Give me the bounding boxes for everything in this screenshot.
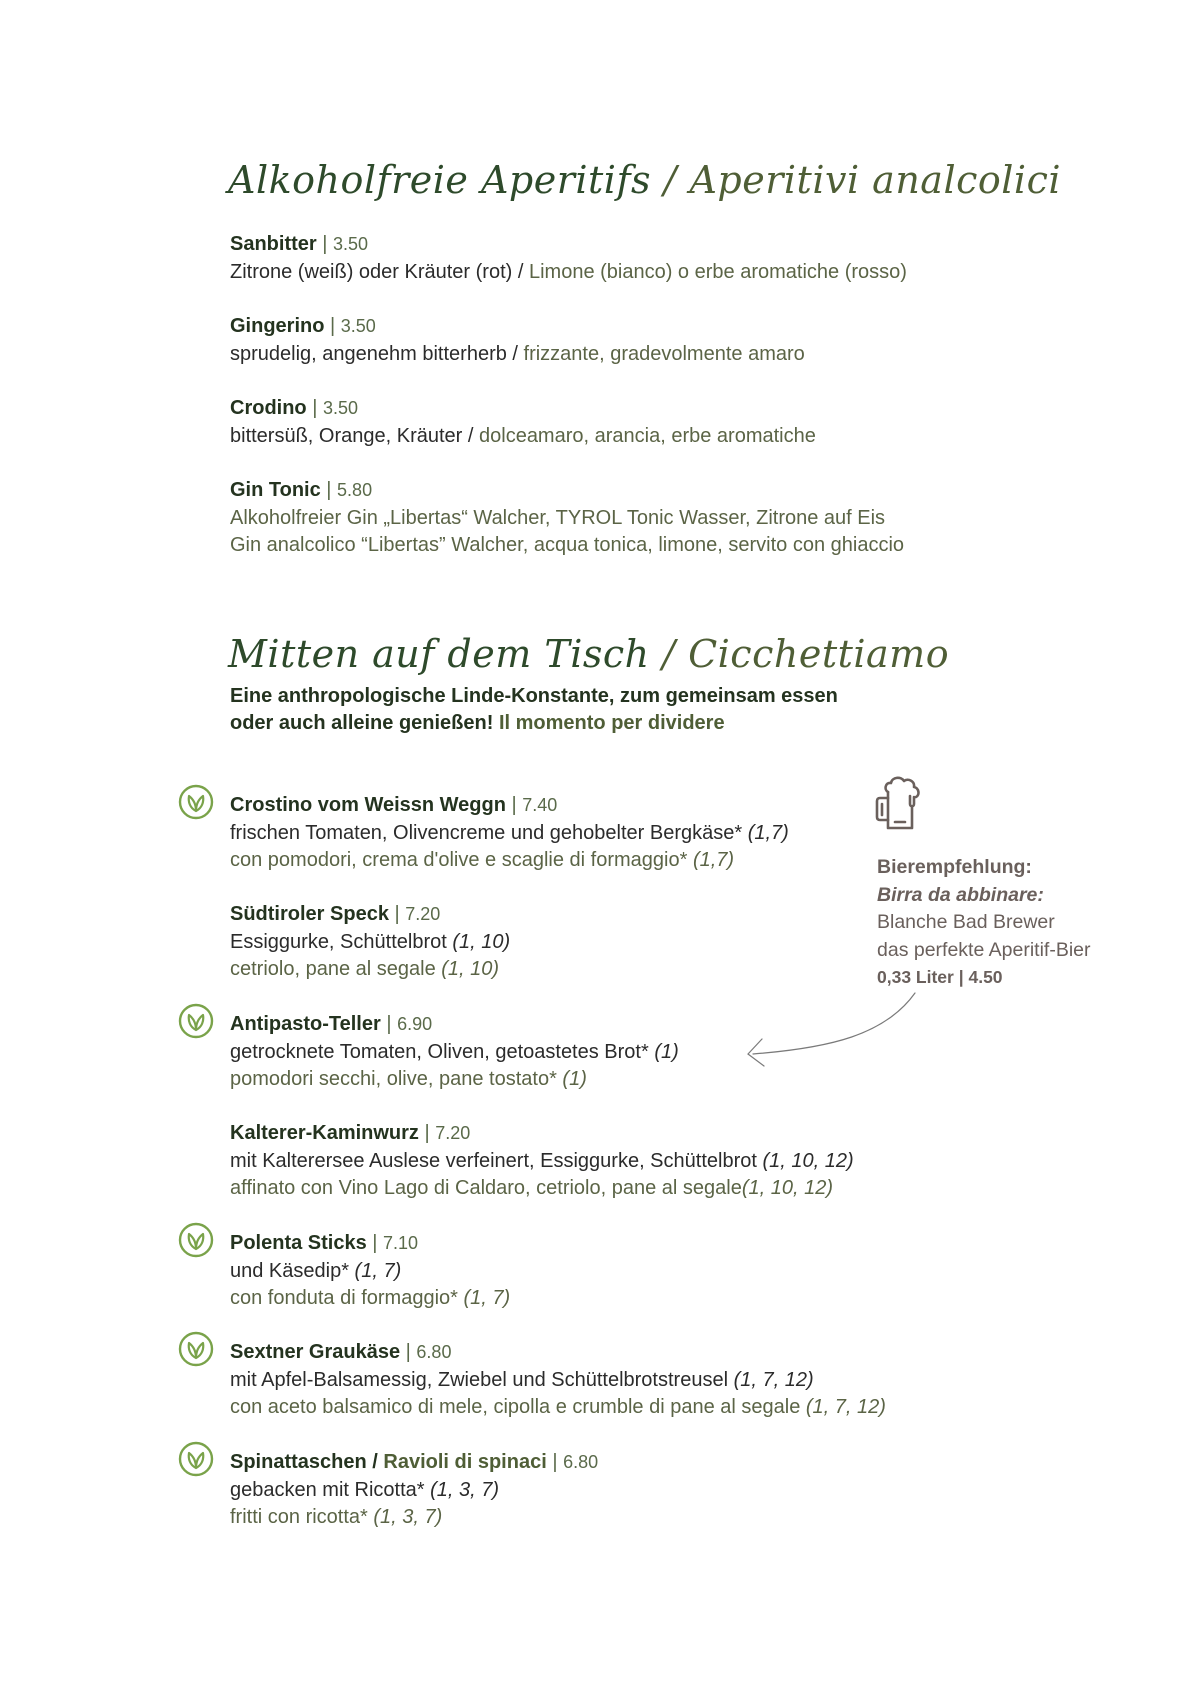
menu-item-crodino xyxy=(230,395,816,450)
beer-recommendation xyxy=(877,770,1177,992)
item-name xyxy=(230,1451,547,1473)
item-desc-de: frischen Tomaten, Olivencreme und gehobelter Bergkäse* xyxy=(230,821,748,844)
item-desc-it: con pomodori, crema d'olive e scaglie di formaggio* xyxy=(230,849,693,871)
allergens-de: (1, 7) xyxy=(354,1259,402,1282)
item-price: 6.80 xyxy=(563,1452,599,1472)
allergens-de: (1,7) xyxy=(747,821,789,844)
vegetarian-icon xyxy=(178,1222,214,1258)
item-price: 5.80 xyxy=(337,480,373,500)
item-price: 3.50 xyxy=(340,316,376,336)
menu-item-gin-tonic xyxy=(230,477,904,560)
item-desc-de: Essiggurke, Schüttelbrot xyxy=(230,930,453,953)
beer-name: Blanche Bad Brewer xyxy=(877,911,1055,933)
item-price: 7.10 xyxy=(383,1233,419,1253)
menu-item-spinattaschen xyxy=(230,1449,598,1532)
item-name: Kalterer-Kaminwurz xyxy=(230,1122,419,1144)
section-title-aperitifs xyxy=(228,158,1061,202)
section-title-it: Aperitivi analcolici xyxy=(689,158,1062,202)
price-separator: | xyxy=(306,397,323,419)
allergens-de: (1, 7, 12) xyxy=(733,1368,814,1391)
item-desc-it: Limone (bianco) o erbe aromatiche (rosso) xyxy=(528,260,907,283)
allergens-it: (1, 10, 12) xyxy=(741,1177,834,1199)
price-separator: | xyxy=(324,315,341,337)
item-desc-de: gebacken mit Ricotta* xyxy=(230,1478,431,1501)
item-name-it: Ravioli di spinaci xyxy=(383,1451,547,1473)
intro-line-2-it: Il momento per dividere xyxy=(498,712,725,734)
price-separator: | xyxy=(400,1341,417,1363)
item-desc-it: dolceamaro, arancia, erbe aromatiche xyxy=(479,424,816,447)
title-separator: / xyxy=(651,158,690,202)
item-desc-it: pomodori secchi, olive, pane tostato* xyxy=(230,1068,563,1090)
item-desc-it: affinato con Vino Lago di Caldaro, cetriolo, pane al segale xyxy=(230,1177,742,1199)
item-desc-de: sprudelig, angenehm bitterherb / xyxy=(230,342,524,365)
section-title-de: Mitten auf dem Tisch xyxy=(228,632,650,676)
beer-heading-de: Bierempfehlung: xyxy=(877,856,1032,878)
allergens-it: (1,7) xyxy=(692,849,735,871)
menu-item-sextner-graukaese xyxy=(230,1339,886,1422)
vegetarian-icon xyxy=(178,1003,214,1039)
item-desc-de: Alkoholfreier Gin „Libertas“ Walcher, TYROL Tonic Wasser, Zitrone auf Eis xyxy=(230,506,886,529)
item-name-separator: / xyxy=(366,1451,384,1473)
item-name: Gingerino xyxy=(230,315,325,337)
price-separator: | xyxy=(388,903,406,925)
allergens-de: (1) xyxy=(654,1040,679,1063)
allergens-it: (1, 7) xyxy=(463,1287,511,1309)
item-name: Antipasto-Teller xyxy=(230,1013,381,1035)
item-desc-de: mit Apfel-Balsamessig, Zwiebel und Schüttelbrotstreusel xyxy=(230,1368,734,1391)
title-separator: / xyxy=(649,632,689,676)
price-separator: | xyxy=(953,967,969,987)
item-name: Sanbitter xyxy=(230,233,317,255)
item-desc-de: mit Kalterersee Auslese verfeinert, Essiggurke, Schüttelbrot xyxy=(230,1149,763,1172)
item-name: Sextner Graukäse xyxy=(230,1341,401,1363)
section-title-de: Alkoholfreie Aperitifs xyxy=(228,158,652,202)
item-name: Crodino xyxy=(230,397,307,419)
item-price: 6.80 xyxy=(416,1342,452,1362)
item-price: 7.20 xyxy=(435,1123,471,1143)
item-price: 7.40 xyxy=(522,795,558,815)
menu-item-crostino xyxy=(230,792,789,875)
menu-item-antipasto-teller xyxy=(230,1011,679,1094)
section-title-it: Cicchettiamo xyxy=(688,632,950,676)
section-title-cicchettiamo xyxy=(228,632,949,676)
allergens-de: (1, 10, 12) xyxy=(762,1149,854,1172)
menu-item-sanbitter xyxy=(230,231,907,286)
beer-price: 4.50 xyxy=(968,967,1003,987)
item-name: Südtiroler Speck xyxy=(230,903,389,925)
item-desc-it: cetriolo, pane al segale xyxy=(230,958,442,980)
allergens-it: (1, 7, 12) xyxy=(805,1396,886,1418)
item-desc-it: Gin analcolico “Libertas” Walcher, acqua tonica, limone, servito con ghiaccio xyxy=(230,534,905,556)
price-separator: | xyxy=(366,1232,384,1254)
item-name: Crostino vom Weissn Weggn xyxy=(230,794,506,816)
item-desc-de: und Käsedip* xyxy=(230,1259,355,1282)
intro-line-1: Eine anthropologische Linde-Konstante, zum gemeinsam essen xyxy=(230,685,838,707)
beer-volume-price xyxy=(877,964,1177,992)
vegetarian-icon xyxy=(178,1441,214,1477)
item-desc-it: con aceto balsamico di mele, cipolla e crumble di pane al segale xyxy=(230,1396,806,1418)
price-separator: | xyxy=(316,233,333,255)
item-name-de: Spinattaschen xyxy=(230,1451,367,1473)
intro-line-2-de: oder auch alleine genießen! xyxy=(230,712,499,734)
menu-item-kalterer-kaminwurz xyxy=(230,1120,854,1203)
price-separator: | xyxy=(320,479,338,501)
item-desc-de: Zitrone (weiß) oder Kräuter (rot) / xyxy=(230,260,529,283)
allergens-de: (1, 3, 7) xyxy=(430,1478,500,1501)
item-desc-de: getrocknete Tomaten, Oliven, getoastetes Brot* xyxy=(230,1040,655,1063)
menu-item-suedtiroler-speck xyxy=(230,901,510,984)
item-desc-it: frizzante, gradevolmente amaro xyxy=(523,342,805,365)
menu-item-polenta-sticks xyxy=(230,1230,510,1313)
item-price: 7.20 xyxy=(405,904,441,924)
price-separator: | xyxy=(380,1013,398,1035)
allergens-it: (1) xyxy=(562,1068,587,1090)
allergens-it: (1, 3, 7) xyxy=(373,1506,443,1528)
allergens-de: (1, 10) xyxy=(452,930,511,953)
item-desc-it: fritti con ricotta* xyxy=(230,1506,374,1528)
item-desc-it: con fonduta di formaggio* xyxy=(230,1287,464,1309)
arrow-left-icon xyxy=(735,990,925,1080)
vegetarian-icon xyxy=(178,1331,214,1367)
item-name: Polenta Sticks xyxy=(230,1232,367,1254)
beer-heading-it: Birra da abbinare: xyxy=(877,883,1044,906)
item-price: 6.90 xyxy=(397,1014,433,1034)
beer-volume: 0,33 Liter xyxy=(877,967,954,987)
allergens-it: (1, 10) xyxy=(441,958,500,980)
menu-item-gingerino xyxy=(230,313,805,368)
item-name: Gin Tonic xyxy=(230,479,321,501)
price-separator: | xyxy=(546,1451,564,1473)
section-intro xyxy=(230,683,838,737)
item-desc-de: bittersüß, Orange, Kräuter / xyxy=(230,424,479,447)
vegetarian-icon xyxy=(178,784,214,820)
item-price: 3.50 xyxy=(333,234,369,254)
price-separator: | xyxy=(505,794,523,816)
item-price: 3.50 xyxy=(322,398,359,418)
price-separator: | xyxy=(418,1122,436,1144)
beer-description: das perfekte Aperitif-Bier xyxy=(877,938,1091,961)
